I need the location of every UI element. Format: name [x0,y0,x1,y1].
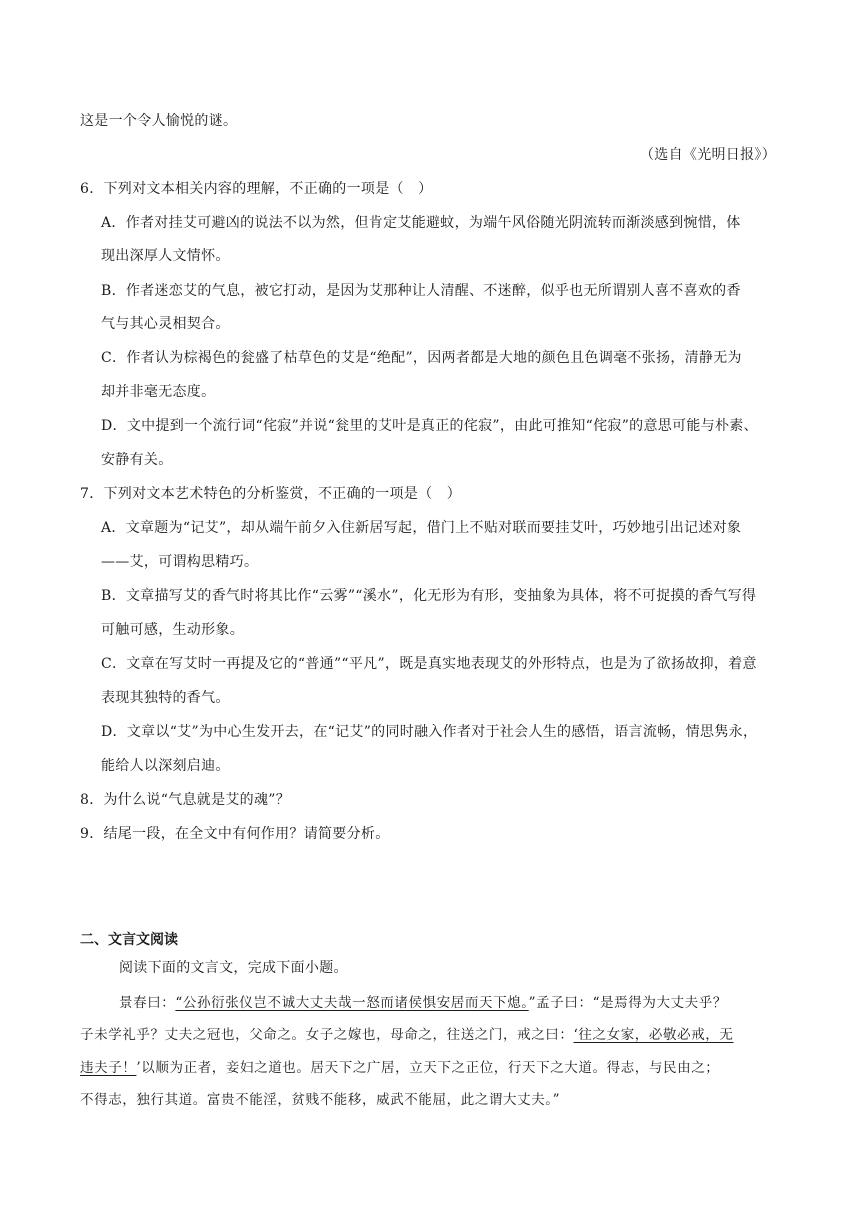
speaker-jingchun: 景春曰： [119,995,176,1011]
q6-option-b-cont: 气与其心灵相契合。 [101,316,230,332]
q7-option-a-cont: ——艾，可谓构思精巧。 [101,554,259,570]
q7-option-a[interactable]: A．文章题为“记艾”，却从端午前夕入住新居写起，借门上不贴对联而要挂艾叶，巧妙地引出记述对象 [101,520,742,536]
classical-text-line-2 [80,1024,734,1046]
section-heading: 二、文言文阅读 [80,932,178,948]
q6-option-d[interactable]: D．文中提到一个流行词“侘寂”并说“瓮里的艾叶是真正的侘寂”，由此可推知“侘寂”的意思可能与朴素、 [101,418,758,434]
classical-text: 子未学礼乎？丈夫之冠也，父命之。女子之嫁也，母命之，往送之门，戒之曰： [80,1027,574,1043]
q7-option-c-cont: 表现其独特的香气。 [101,690,230,706]
q7-option-c[interactable]: C．文章在写艾时一再提及它的“普通”“平凡”，既是真实地表现艾的外形特点，也是为了欲扬故抑，着意 [101,656,757,672]
classical-text: ’以顺为正者，妾妇之道也。居天下之广居，立天下之正位，行天下之大道。得志，与民由之； [136,1060,720,1076]
q6-option-a[interactable]: A．作者对挂艾可避凶的说法不以为然，但肯定艾能避蚊，为端午风俗随光阴流转而渐淡感到惋惜，体 [101,215,741,231]
q7-option-d-cont: 能给人以深刻启迪。 [101,758,230,774]
q7-option-d[interactable]: D．文章以“艾”为中心生发开去，在“记艾”的同时融入作者对于社会人生的感悟，语言流畅，情思隽永， [101,724,758,740]
q7-option-b-cont: 可触可感，生动形象。 [101,622,244,638]
passage-source: （选自《光明日报》） [640,147,776,163]
q6-option-d-cont: 安静有关。 [101,452,173,468]
underlined-quote-2-cont: 违夫子！ [80,1060,137,1076]
section-instruction: 阅读下面的文言文，完成下面小题。 [119,960,348,976]
classical-text-line-1 [119,992,727,1014]
q6-option-a-cont: 现出深厚人文情怀。 [101,248,230,264]
underlined-quote-1: “公孙衍张仪岂不诚大丈夫哉一怒而诸侯惧安居而天下熄。 [175,995,529,1011]
underlined-quote-2: ‘往之女家，必敬必戒，无 [573,1027,734,1043]
speaker-mencius: ”孟子曰：“是焉得为大丈夫乎？ [528,995,727,1011]
question-6-stem: 6．下列对文本相关内容的理解，不正确的一项是（ ） [80,181,433,197]
passage-closing: 这是一个令人愉悦的谜。 [80,113,238,129]
q6-option-c[interactable]: C．作者认为棕褐色的瓮盛了枯草色的艾是“绝配”，因两者都是大地的颜色且色调毫不张扬，清静无为 [101,350,742,366]
q6-option-c-cont: 却并非毫无态度。 [101,384,216,400]
question-8: 8．为什么说“气息就是艾的魂”？ [80,792,291,808]
question-7-stem: 7．下列对文本艺术特色的分析鉴赏，不正确的一项是（ ） [80,486,462,502]
question-9: 9．结尾一段，在全文中有何作用？请简要分析。 [80,826,390,842]
classical-text-line-4: 不得志，独行其道。富贵不能淫，贫贱不能移，威武不能屈，此之谓大丈夫。” [80,1092,561,1108]
classical-text-line-3 [80,1057,719,1079]
q7-option-b[interactable]: B．文章描写艾的香气时将其比作“云雾”“溪水”，化无形为有形，变抽象为具体，将不可捉摸的香气写得 [101,588,757,604]
q6-option-b[interactable]: B．作者迷恋艾的气息，被它打动，是因为艾那种让人清醒、不迷醉，似乎也无所谓别人喜不喜欢的香 [101,283,741,299]
